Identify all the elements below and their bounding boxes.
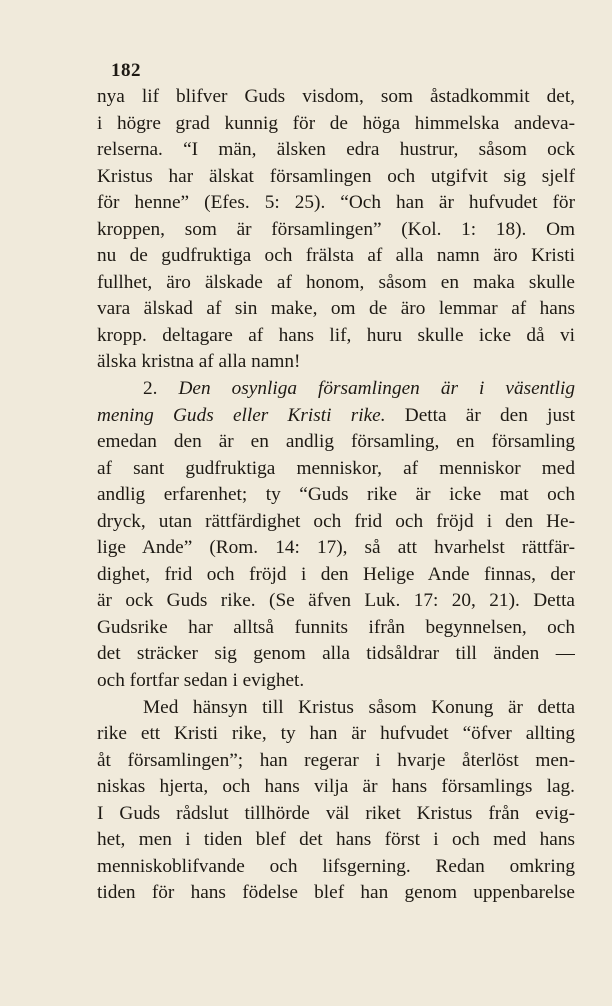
text-line <box>97 349 575 376</box>
text-line <box>97 482 575 509</box>
text-run: rike ett Kristi rike, ty han är hufvudet “öfver allting <box>97 723 575 745</box>
text-run: af sant gudfruktiga menniskor, af menniskor med <box>97 457 575 479</box>
text-line <box>97 164 575 191</box>
text-line <box>97 403 575 430</box>
text-run: I Guds rådslut tillhörde väl riket Kristus från evig- <box>97 802 575 824</box>
text-line <box>97 190 575 217</box>
text-line <box>97 801 575 828</box>
text-run: nu de gudfruktiga och frälsta af alla namn äro Kristi <box>97 245 575 267</box>
text-line <box>97 296 575 323</box>
text-run: Gudsrike har alltså funnits ifrån begynnelsen, och <box>97 616 575 638</box>
text-line <box>97 243 575 270</box>
text-line <box>97 535 575 562</box>
text-run: nya lif blifver Guds visdom, som åstadkommit det, <box>97 86 575 107</box>
text-run: för henne” (Efes. 5: 25). “Och han är hufvudet för <box>97 192 575 214</box>
text-run: kropp. deltagare af hans lif, huru skulle icke då vi <box>97 324 575 346</box>
text-line <box>97 217 575 244</box>
text-run: i högre grad kunnig för de höga himmelska andeva- <box>97 112 575 134</box>
text-line <box>97 509 575 536</box>
text-run: Med hänsyn till Kristus såsom Konung är detta <box>143 696 575 718</box>
text-line <box>97 880 575 907</box>
text-line <box>97 270 575 297</box>
text-line <box>97 456 575 483</box>
text-line <box>97 111 575 138</box>
page-number: 182 <box>111 60 141 81</box>
text-line <box>97 774 575 801</box>
text-run: het, men i tiden blef det hans först i och med hans <box>97 829 575 851</box>
text-line <box>97 429 575 456</box>
text-run: menniskoblifvande och lifsgerning. Redan omkring <box>97 855 575 877</box>
text-run: åt församlingen”; han regerar i hvarje återlöst men- <box>97 749 575 771</box>
text-line <box>97 668 575 695</box>
text-line <box>97 562 575 589</box>
italic-text: mening Guds eller Kristi rike. <box>97 404 386 426</box>
text-run: är ock Guds rike. (Se äfven Luk. 17: 20, 21). Detta <box>97 590 575 612</box>
text-line <box>97 376 575 403</box>
text-run: andlig erfarenhet; ty “Guds rike är icke mat och <box>97 484 575 506</box>
text-line <box>97 641 575 668</box>
text-line <box>97 137 575 164</box>
text-run: vara älskad af sin make, om de äro lemmar af hans <box>97 298 575 320</box>
text-run: fullhet, äro älskade af honom, såsom en maka skulle <box>97 271 575 293</box>
text-run: relserna. “I män, älsken edra hustrur, såsom ock <box>97 139 575 161</box>
text-line <box>97 615 575 642</box>
text-line <box>97 721 575 748</box>
text-line <box>97 695 575 722</box>
text-run: det sträcker sig genom alla tidsåldrar till änden — <box>97 643 575 665</box>
text-line <box>97 854 575 881</box>
text-run: kroppen, som är församlingen” (Kol. 1: 18). Om <box>97 218 575 240</box>
text-line <box>97 588 575 615</box>
text-run: dryck, utan rättfärdighet och frid och fröjd i den He- <box>97 510 575 532</box>
text-line <box>97 827 575 854</box>
text-run: och fortfar sedan i evighet. <box>97 670 305 692</box>
text-run: dighet, frid och fröjd i den Helige Ande finnas, der <box>97 563 575 585</box>
text-run: Detta är den just <box>385 404 575 426</box>
text-run: tiden för hans födelse blef han genom uppenbarelse <box>97 882 575 904</box>
italic-text: Den osynliga församlingen är i väsentlig <box>178 378 575 400</box>
text-run: lige Ande” (Rom. 14: 17), så att hvarhelst rättfär- <box>97 537 575 559</box>
text-run: niskas hjerta, och hans vilja är hans församlings lag. <box>97 776 575 798</box>
text-run: Kristus har älskat församlingen och utgifvit sig sjelf <box>97 165 575 187</box>
text-line <box>97 84 575 111</box>
text-run: emedan den är en andlig församling, en församling <box>97 431 575 453</box>
text-run: 2. <box>143 378 179 400</box>
text-run: älska kristna af alla namn! <box>97 351 301 373</box>
text-line <box>97 748 575 775</box>
body-text <box>97 84 575 907</box>
text-line <box>97 323 575 350</box>
